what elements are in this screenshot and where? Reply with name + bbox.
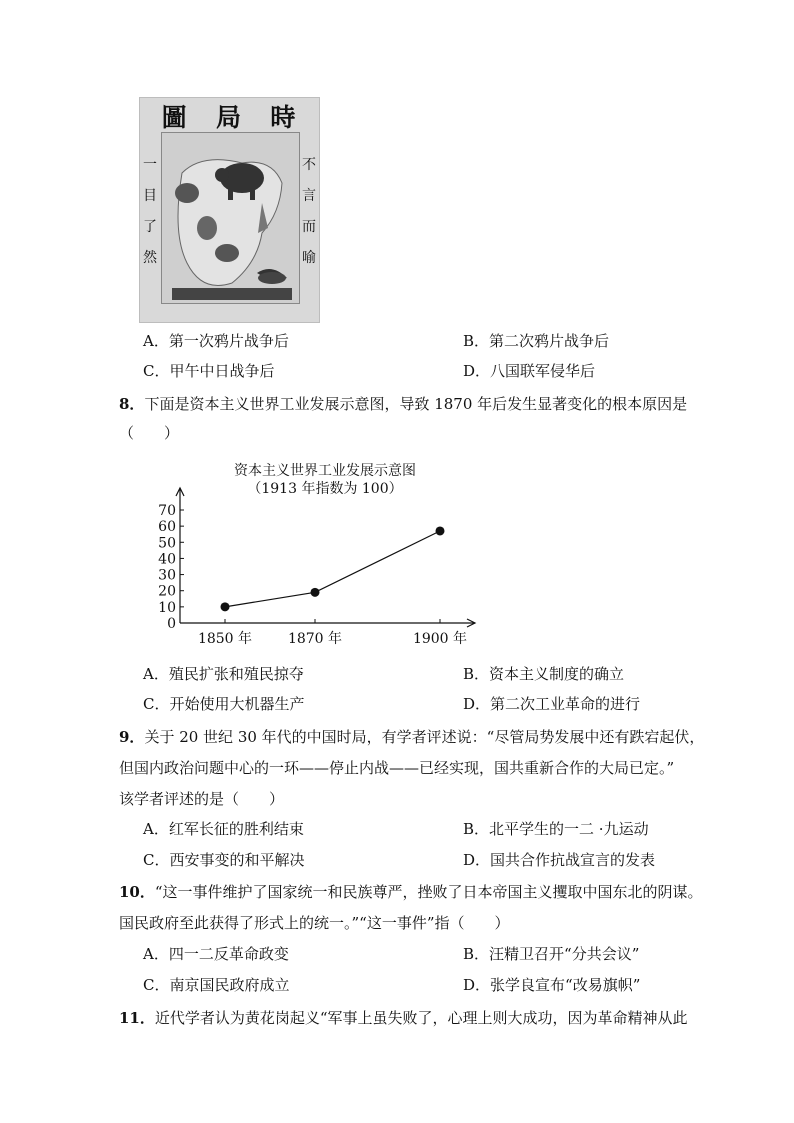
cartoon-left-caption bbox=[141, 150, 159, 274]
option-letter: B． bbox=[463, 665, 490, 683]
y-tick-label: 40 bbox=[158, 551, 176, 568]
q9-stem-line-3: 该学者评述的是（ ） bbox=[119, 790, 285, 808]
option-text: 第二次工业革命的进行 bbox=[490, 695, 641, 713]
q8-option-d[interactable] bbox=[463, 694, 640, 714]
cartoon-right-char: 而 bbox=[302, 219, 316, 235]
q11-stem-line-1 bbox=[119, 1008, 688, 1028]
y-tick-label: 50 bbox=[158, 535, 176, 552]
cartoon-title-char: 局 bbox=[215, 103, 243, 132]
option-text: 国共合作抗战宣言的发表 bbox=[490, 851, 656, 869]
option-letter: C． bbox=[143, 851, 170, 869]
option-text: 北平学生的一二 ·九运动 bbox=[489, 820, 649, 838]
option-text: 八国联军侵华后 bbox=[490, 362, 596, 380]
x-tick-label: 1870 年 bbox=[287, 631, 343, 647]
option-text: 张学良宣布“改易旗帜” bbox=[490, 976, 641, 994]
y-tick-label: 70 bbox=[158, 503, 176, 519]
q7-option-c[interactable] bbox=[143, 361, 275, 381]
question-text: 近代学者认为黄花岗起义“军事上虽失败了，心理上则大成功，因为革命精神从此 bbox=[154, 1009, 688, 1027]
q10-stem-line-2: 国民政府至此获得了形式上的统一。”“这一事件”指（ ） bbox=[119, 914, 510, 932]
question-text: 关于 20 世纪 30 年代的中国时局，有学者评述说：“尽管局势发展中还有跌宕起伏， bbox=[144, 728, 705, 746]
option-text: 四一二反革命政变 bbox=[168, 945, 289, 963]
q10-option-b[interactable] bbox=[463, 944, 639, 964]
cartoon-left-char: 然 bbox=[143, 250, 157, 266]
x-tick-label: 1850 年 bbox=[197, 631, 253, 647]
cartoon-right-caption bbox=[300, 150, 318, 274]
q10-option-d[interactable] bbox=[463, 975, 640, 995]
x-tick-label: 1900 年 bbox=[412, 631, 468, 647]
option-letter: C． bbox=[143, 695, 170, 713]
cartoon-right-char: 喻 bbox=[302, 250, 316, 266]
option-letter: A． bbox=[143, 665, 169, 683]
option-text: 汪精卫召开“分共会议” bbox=[489, 945, 640, 963]
q9-option-c[interactable] bbox=[143, 850, 305, 870]
question-number: 9． bbox=[119, 728, 145, 746]
q9-option-d[interactable] bbox=[463, 850, 655, 870]
option-letter: B． bbox=[463, 945, 490, 963]
q10-stem-line-1 bbox=[119, 882, 703, 902]
q8-option-c[interactable] bbox=[143, 694, 305, 714]
y-tick-label: 20 bbox=[158, 583, 176, 600]
q8-stem bbox=[119, 394, 687, 414]
option-text: 殖民扩张和殖民掠夺 bbox=[168, 665, 304, 683]
option-letter: D． bbox=[463, 976, 491, 994]
q8-option-b[interactable] bbox=[463, 664, 624, 684]
option-text: 第一次鸦片战争后 bbox=[168, 332, 289, 350]
q7-option-d[interactable] bbox=[463, 361, 595, 381]
option-text: 南京国民政府成立 bbox=[169, 976, 290, 994]
chart-series bbox=[221, 526, 445, 611]
cartoon-title-char: 時 bbox=[270, 103, 298, 132]
q7-option-b[interactable] bbox=[463, 331, 609, 351]
question-text: “这一事件维护了国家统一和民族尊严，挫败了日本帝国主义攫取中国东北的阴谋。 bbox=[154, 883, 703, 901]
question-number: 11． bbox=[119, 1009, 155, 1027]
option-letter: D． bbox=[463, 362, 491, 380]
q9-stem-line-1 bbox=[119, 727, 704, 747]
industry-chart bbox=[150, 458, 490, 658]
y-tick-label: 30 bbox=[158, 567, 176, 584]
option-letter: A． bbox=[143, 332, 169, 350]
option-text: 红军长征的胜利结束 bbox=[168, 820, 304, 838]
question-number: 8． bbox=[119, 395, 145, 413]
cartoon-title bbox=[148, 102, 311, 130]
option-letter: D． bbox=[463, 695, 491, 713]
data-point bbox=[221, 602, 230, 611]
q7-option-a[interactable] bbox=[143, 331, 289, 351]
cartoon-left-char: 了 bbox=[143, 219, 157, 235]
cartoon-right-char: 言 bbox=[302, 188, 316, 204]
option-letter: C． bbox=[143, 362, 170, 380]
cartoon-map-illustration bbox=[162, 133, 299, 303]
y-tick-label: 0 bbox=[167, 616, 176, 632]
chart-subtitle: （1913 年指数为 100） bbox=[247, 481, 403, 497]
cartoon-left-char: 目 bbox=[143, 188, 157, 204]
question-number: 10． bbox=[119, 883, 155, 901]
option-letter: A． bbox=[143, 945, 169, 963]
chart-title: 资本主义世界工业发展示意图 bbox=[234, 463, 416, 479]
y-tick-label: 60 bbox=[158, 519, 176, 536]
q9-option-b[interactable] bbox=[463, 819, 649, 839]
q9-option-a[interactable] bbox=[143, 819, 304, 839]
q10-option-a[interactable] bbox=[143, 944, 289, 964]
option-text: 资本主义制度的确立 bbox=[489, 665, 625, 683]
option-letter: B． bbox=[463, 820, 490, 838]
cartoon-map bbox=[161, 132, 300, 304]
cartoon-right-char: 不 bbox=[302, 157, 316, 173]
option-letter: C． bbox=[143, 976, 170, 994]
q8-answer-bracket[interactable]: （ ） bbox=[119, 424, 180, 442]
series-line bbox=[225, 531, 440, 607]
q8-option-a[interactable] bbox=[143, 664, 304, 684]
q10-option-c[interactable] bbox=[143, 975, 290, 995]
option-letter: B． bbox=[463, 332, 490, 350]
option-letter: D． bbox=[463, 851, 491, 869]
data-point bbox=[436, 526, 445, 535]
cartoon-left-char: 一 bbox=[143, 157, 157, 173]
q9-stem-line-2: 但国内政治问题中心的一环——停止内战——已经实现，国共重新合作的大局已定。” bbox=[119, 759, 675, 777]
option-letter: A． bbox=[143, 820, 169, 838]
question-text: 下面是资本主义世界工业发展示意图，导致 1870 年后发生显著变化的根本原因是 bbox=[144, 395, 688, 413]
data-point bbox=[311, 588, 320, 597]
option-text: 西安事变的和平解决 bbox=[169, 851, 305, 869]
cartoon-image bbox=[139, 97, 320, 323]
option-text: 甲午中日战争后 bbox=[169, 362, 275, 380]
cartoon-title-char: 圖 bbox=[161, 103, 189, 132]
option-text: 第二次鸦片战争后 bbox=[489, 332, 610, 350]
y-tick-label: 10 bbox=[158, 599, 176, 616]
option-text: 开始使用大机器生产 bbox=[169, 695, 305, 713]
